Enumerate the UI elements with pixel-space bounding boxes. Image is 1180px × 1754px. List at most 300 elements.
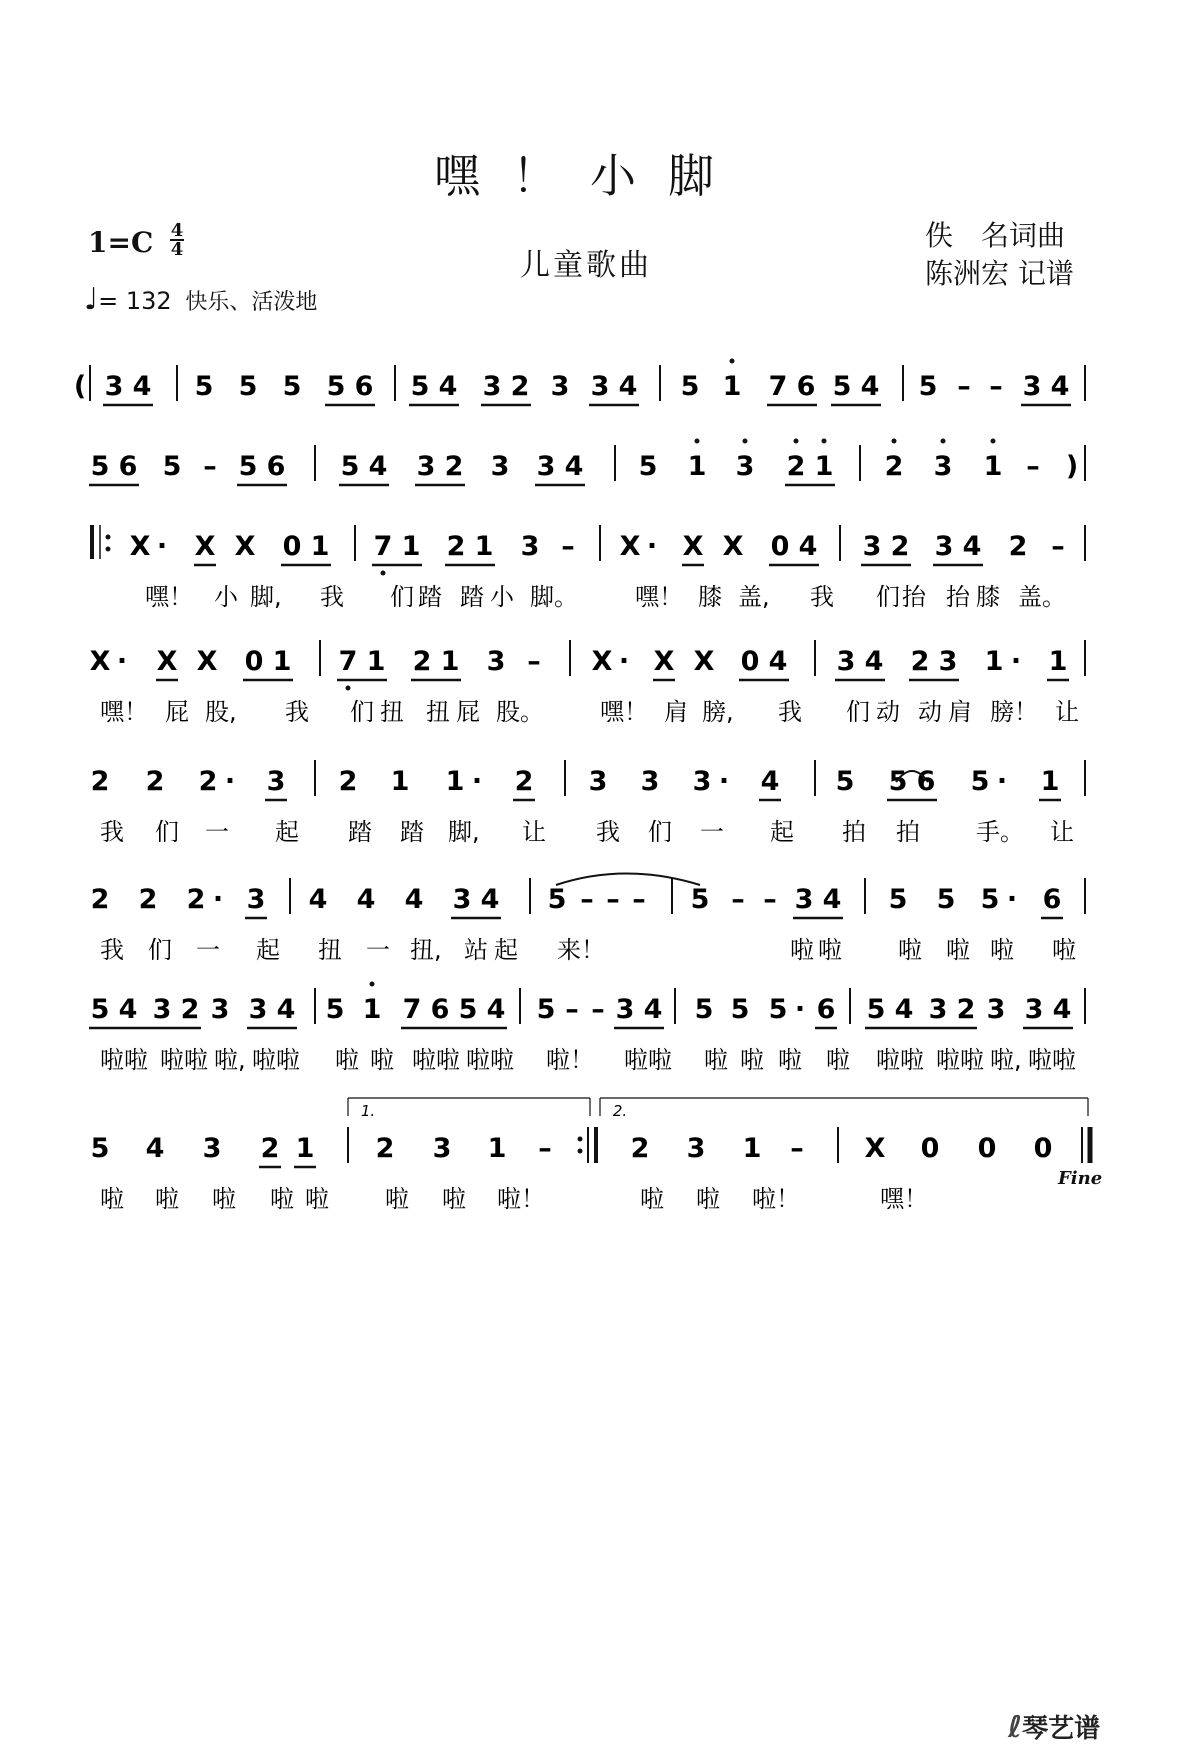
note: 3 — [590, 371, 610, 402]
note: – — [790, 1133, 804, 1164]
note: 5 — [340, 451, 360, 482]
note: 6 — [816, 994, 836, 1025]
lyric: 让 — [1055, 698, 1079, 726]
lyric: 啦 — [790, 936, 814, 964]
note: 1 — [814, 451, 834, 482]
note: 4 — [643, 994, 663, 1025]
note: 3 — [836, 646, 856, 677]
lyric: 们 — [148, 936, 172, 964]
note: 3 — [248, 994, 268, 1025]
lyric: 啦啦 — [466, 1046, 514, 1074]
note: 1 — [983, 451, 1003, 482]
tie — [556, 874, 700, 886]
note: 5 — [768, 994, 788, 1025]
lyric: 啦 — [990, 936, 1014, 964]
note: 1 — [742, 1133, 762, 1164]
quarter-note-icon: ♩ — [84, 282, 99, 317]
note: 3 — [692, 766, 712, 797]
lyric: 啦 — [100, 1185, 124, 1213]
octave-dot-high — [794, 439, 799, 444]
note: – — [731, 884, 745, 915]
lyric: 啦 — [442, 1185, 466, 1213]
note: 4 — [276, 994, 296, 1025]
lyric: 一 — [205, 818, 229, 846]
lyric: 啦啦 — [876, 1046, 924, 1074]
lyric: 啦啦 — [160, 1046, 208, 1074]
note: 2 — [198, 766, 218, 797]
note: 1 — [445, 766, 465, 797]
note: 3 — [986, 994, 1006, 1025]
note: 2 — [1008, 531, 1028, 562]
lyric: 啦 — [778, 1046, 802, 1074]
lyric: 踏 — [418, 583, 442, 611]
note: X — [196, 646, 218, 677]
note: X — [194, 531, 216, 562]
note: 3 — [416, 451, 436, 482]
lyric: 脚, — [250, 583, 282, 611]
note: 2 — [260, 1133, 280, 1164]
note: 5 — [936, 884, 956, 915]
note: – — [527, 646, 541, 677]
note: X — [653, 646, 675, 677]
octave-dot-high — [822, 439, 827, 444]
note: 1 — [390, 766, 410, 797]
repeat-dot — [106, 547, 111, 552]
note: 4 — [368, 451, 388, 482]
note: 5 — [694, 994, 714, 1025]
note: 6 — [796, 371, 816, 402]
note: · — [618, 646, 630, 677]
note: 5 — [458, 994, 478, 1025]
note: 4 — [768, 646, 788, 677]
octave-dot-high — [695, 439, 700, 444]
note: 4 — [798, 531, 818, 562]
lyric: 啦啦 — [100, 1046, 148, 1074]
time-bottom: 4 — [170, 239, 184, 260]
note: – — [1026, 451, 1040, 482]
note: 3 — [1022, 371, 1042, 402]
lyric: 啦 — [385, 1185, 409, 1213]
lyric: 们 — [350, 698, 374, 726]
note: 2 — [786, 451, 806, 482]
note: 1 — [474, 531, 494, 562]
lyric: 嘿！ — [100, 698, 148, 726]
lyric: 拍 — [896, 818, 920, 846]
note: 3 — [490, 451, 510, 482]
note: 3 — [928, 994, 948, 1025]
note: · — [996, 766, 1008, 797]
credit-composer: 佚 名词曲 — [925, 219, 1066, 252]
note: 2 — [90, 766, 110, 797]
note: X — [129, 531, 151, 562]
lyric: 脚。 — [530, 583, 578, 611]
note: · — [1006, 884, 1018, 915]
lyric: 啦 — [946, 936, 970, 964]
lyric: 们 — [648, 818, 672, 846]
note: 4 — [618, 371, 638, 402]
lyric: 啦啦 — [252, 1046, 300, 1074]
lyric: 嘿！ — [880, 1185, 928, 1213]
note: 4 — [132, 371, 152, 402]
note: 2 — [444, 451, 464, 482]
note: 5 — [238, 451, 258, 482]
lyric: 抬 — [902, 583, 926, 611]
repeat-dot — [106, 535, 111, 540]
note: 1 — [440, 646, 460, 677]
note: – — [763, 884, 777, 915]
note: 3 — [482, 371, 502, 402]
note: 7 — [338, 646, 358, 677]
note: 2 — [186, 884, 206, 915]
note: 1 — [984, 646, 1004, 677]
note: 5 — [410, 371, 430, 402]
note: – — [606, 884, 620, 915]
lyric: 啦 — [305, 1185, 329, 1213]
note: · — [224, 766, 236, 797]
note: 3 — [202, 1133, 222, 1164]
note: 7 — [768, 371, 788, 402]
note: 3 — [615, 994, 635, 1025]
note: X — [234, 531, 256, 562]
note: 0 — [920, 1133, 940, 1164]
note: – — [203, 451, 217, 482]
octave-dot-low — [381, 571, 386, 576]
octave-dot-high — [730, 359, 735, 364]
lyric: 起 — [770, 818, 794, 846]
octave-dot-high — [743, 439, 748, 444]
note: · — [646, 531, 658, 562]
note: 3 — [794, 884, 814, 915]
note: 5 — [832, 371, 852, 402]
lyric: 手。 — [976, 818, 1024, 846]
note: 1 — [295, 1133, 315, 1164]
note: – — [957, 371, 971, 402]
lyric: 我 — [810, 583, 834, 611]
lyric: 啦啦 — [1028, 1046, 1076, 1074]
note: X — [722, 531, 744, 562]
lyric: 肩 — [948, 698, 972, 726]
lyric: 抬 — [946, 583, 970, 611]
lyric: 盖。 — [1018, 583, 1066, 611]
lyric: 踏 — [460, 583, 484, 611]
note: – — [989, 371, 1003, 402]
note: 5 — [970, 766, 990, 797]
note: 7 — [402, 994, 422, 1025]
note: · — [156, 531, 168, 562]
octave-dot-high — [991, 439, 996, 444]
note: 0 — [770, 531, 790, 562]
note: 2 — [90, 884, 110, 915]
note: 4 — [308, 884, 328, 915]
note: 6 — [266, 451, 286, 482]
note: X — [682, 531, 704, 562]
lyric: 啦 — [270, 1185, 294, 1213]
lyric: 小 — [490, 583, 514, 611]
note: 5 — [835, 766, 855, 797]
note: 1 — [487, 1133, 507, 1164]
note: 4 — [962, 531, 982, 562]
octave-dot-high — [892, 439, 897, 444]
page-title: 嘿！小脚 — [434, 149, 746, 203]
note: 3 — [550, 371, 570, 402]
note: 5 — [90, 1133, 110, 1164]
note: 5 — [730, 994, 750, 1025]
note: 0 — [1033, 1133, 1053, 1164]
lyric: 一 — [366, 936, 390, 964]
tempo-value: = 132 — [98, 287, 172, 315]
genre-label: 儿童歌曲 — [520, 248, 652, 283]
lyric: 啦 — [640, 1185, 664, 1213]
note: 1 — [1040, 766, 1060, 797]
note: 3 — [640, 766, 660, 797]
note: X — [89, 646, 111, 677]
lyric: 站 — [464, 936, 488, 964]
note: 2 — [890, 531, 910, 562]
lyric: 们 — [846, 698, 870, 726]
lyric: 啦 — [704, 1046, 728, 1074]
note: X — [156, 646, 178, 677]
lyric: 股, — [205, 698, 237, 726]
lyric: 啦 — [740, 1046, 764, 1074]
note: X — [693, 646, 715, 677]
lyric: 啦, — [990, 1046, 1022, 1074]
lyric: 膝 — [698, 583, 722, 611]
lyric: 啦 — [898, 936, 922, 964]
note: 3 — [862, 531, 882, 562]
lyric: 起 — [256, 936, 280, 964]
note: 3 — [686, 1133, 706, 1164]
lyric: 啦 — [1052, 936, 1076, 964]
note: 5 — [888, 766, 908, 797]
note: – — [591, 994, 605, 1025]
lyric: 我 — [778, 698, 802, 726]
note: 3 — [266, 766, 286, 797]
note: 4 — [860, 371, 880, 402]
octave-dot-low — [346, 686, 351, 691]
lyric: 膀！ — [990, 698, 1038, 726]
lyric: 嘿！ — [635, 583, 683, 611]
note: – — [632, 884, 646, 915]
lyric: 啦！ — [497, 1185, 545, 1213]
note: 0 — [740, 646, 760, 677]
lyric: 小 — [214, 583, 238, 611]
lyric: 让 — [1050, 818, 1074, 846]
lyric: 踏 — [348, 818, 372, 846]
lyric: 们 — [155, 818, 179, 846]
note: 2 — [514, 766, 534, 797]
note: 1 — [687, 451, 707, 482]
note: · — [116, 646, 128, 677]
lyric: 屁 — [165, 698, 189, 726]
note: 2 — [510, 371, 530, 402]
note: 4 — [118, 994, 138, 1025]
note: 5 — [680, 371, 700, 402]
note: X — [591, 646, 613, 677]
lyric: 扭 — [426, 698, 450, 726]
lyric: 啦 — [335, 1046, 359, 1074]
note: 5 — [638, 451, 658, 482]
lyric: 扭 — [380, 698, 404, 726]
note: 3 — [933, 451, 953, 482]
note: 0 — [282, 531, 302, 562]
fine-marking: Fine — [1058, 1168, 1103, 1189]
lyric: 股。 — [496, 698, 544, 726]
note: 5 — [547, 884, 567, 915]
note: 2 — [446, 531, 466, 562]
lyric: 啦！ — [752, 1185, 800, 1213]
note: 4 — [894, 994, 914, 1025]
note: · — [718, 766, 730, 797]
note: 1 — [366, 646, 386, 677]
note: 3 — [938, 646, 958, 677]
lyric: 们 — [390, 583, 414, 611]
repeat-dot — [578, 1149, 583, 1154]
lyric: 啦 — [818, 936, 842, 964]
note: – — [1051, 531, 1065, 562]
note: 2 — [884, 451, 904, 482]
volta-2-label: 2. — [612, 1102, 628, 1120]
note: 5 — [282, 371, 302, 402]
note: 4 — [760, 766, 780, 797]
note: 5 — [326, 371, 346, 402]
note: 3 — [520, 531, 540, 562]
open-parenthesis: ( — [73, 371, 87, 402]
lyric: 一 — [700, 818, 724, 846]
lyric: 肩 — [664, 698, 688, 726]
note: 0 — [244, 646, 264, 677]
note: 2 — [412, 646, 432, 677]
note: 5 — [325, 994, 345, 1025]
lyric: 动 — [918, 698, 942, 726]
note: 2 — [375, 1133, 395, 1164]
lyric: 啦啦 — [936, 1046, 984, 1074]
lyric: 来！ — [557, 936, 605, 964]
lyric: 扭 — [318, 936, 342, 964]
lyric: 起 — [494, 936, 518, 964]
note: 3 — [246, 884, 266, 915]
lyric: 啦 — [696, 1185, 720, 1213]
watermark-logo — [1008, 1708, 1100, 1745]
note: 6 — [916, 766, 936, 797]
note: 5 — [194, 371, 214, 402]
note: 4 — [822, 884, 842, 915]
note: 5 — [238, 371, 258, 402]
key-signature: 1=C — [88, 226, 154, 259]
note: 4 — [404, 884, 424, 915]
note: 5 — [536, 994, 556, 1025]
lyric: 踏 — [400, 818, 424, 846]
note: 4 — [356, 884, 376, 915]
note: 5 — [90, 994, 110, 1025]
note: 3 — [735, 451, 755, 482]
volta-1-label: 1. — [360, 1102, 376, 1120]
lyric: 啦 — [370, 1046, 394, 1074]
close-parenthesis: ) — [1065, 451, 1079, 482]
note: 4 — [564, 451, 584, 482]
note: 4 — [145, 1133, 165, 1164]
lyric: 嘿！ — [145, 583, 193, 611]
time-top: 4 — [170, 220, 184, 241]
note: 5 — [980, 884, 1000, 915]
note: 3 — [536, 451, 556, 482]
note: 1 — [272, 646, 292, 677]
watermark-text: 琴艺谱 — [1022, 1714, 1101, 1744]
note: · — [212, 884, 224, 915]
note: 4 — [864, 646, 884, 677]
note: X — [619, 531, 641, 562]
note: 4 — [480, 884, 500, 915]
lyric: 啦啦 — [624, 1046, 672, 1074]
note: 4 — [1050, 371, 1070, 402]
note: 1 — [310, 531, 330, 562]
note: 3 — [432, 1133, 452, 1164]
note: 3 — [1024, 994, 1044, 1025]
note: 3 — [588, 766, 608, 797]
note: 4 — [1052, 994, 1072, 1025]
mood-text: 快乐、活泼地 — [185, 290, 318, 315]
logo-icon: ℓ — [1008, 1710, 1023, 1745]
note: 3 — [934, 531, 954, 562]
lyric: 盖, — [738, 583, 770, 611]
note: 3 — [210, 994, 230, 1025]
note: 6 — [354, 371, 374, 402]
note: 5 — [90, 451, 110, 482]
note: 4 — [438, 371, 458, 402]
note: 6 — [118, 451, 138, 482]
note: 5 — [918, 371, 938, 402]
lyric: 脚, — [448, 818, 480, 846]
note: 5 — [866, 994, 886, 1025]
lyric: 啦 — [155, 1185, 179, 1213]
note: 3 — [104, 371, 124, 402]
lyric: 一 — [196, 936, 220, 964]
octave-dot-high — [370, 982, 375, 987]
note: 1 — [362, 994, 382, 1025]
note: 2 — [138, 884, 158, 915]
note: 5 — [690, 884, 710, 915]
note: – — [565, 994, 579, 1025]
lyric: 啦 — [826, 1046, 850, 1074]
lyric: 我 — [285, 698, 309, 726]
lyric: 屁 — [456, 698, 480, 726]
note: 2 — [630, 1133, 650, 1164]
note: · — [471, 766, 483, 797]
lyric: 膝 — [976, 583, 1000, 611]
lyric: 让 — [522, 818, 546, 846]
lyric: 啦, — [214, 1046, 246, 1074]
note: 2 — [910, 646, 930, 677]
note: 6 — [1042, 884, 1062, 915]
lyric: 嘿！ — [600, 698, 648, 726]
lyric: 我 — [596, 818, 620, 846]
note: – — [580, 884, 594, 915]
lyric: 扭, — [410, 936, 442, 964]
note: 1 — [1048, 646, 1068, 677]
note: 3 — [152, 994, 172, 1025]
lyric: 啦 — [212, 1185, 236, 1213]
note: 1 — [722, 371, 742, 402]
note: 7 — [373, 531, 393, 562]
note: 2 — [956, 994, 976, 1025]
note: 2 — [180, 994, 200, 1025]
note: – — [538, 1133, 552, 1164]
lyric: 膀, — [702, 698, 734, 726]
note: 1 — [401, 531, 421, 562]
lyric: 动 — [876, 698, 900, 726]
note: 2 — [145, 766, 165, 797]
note: 0 — [977, 1133, 997, 1164]
note: · — [794, 994, 806, 1025]
